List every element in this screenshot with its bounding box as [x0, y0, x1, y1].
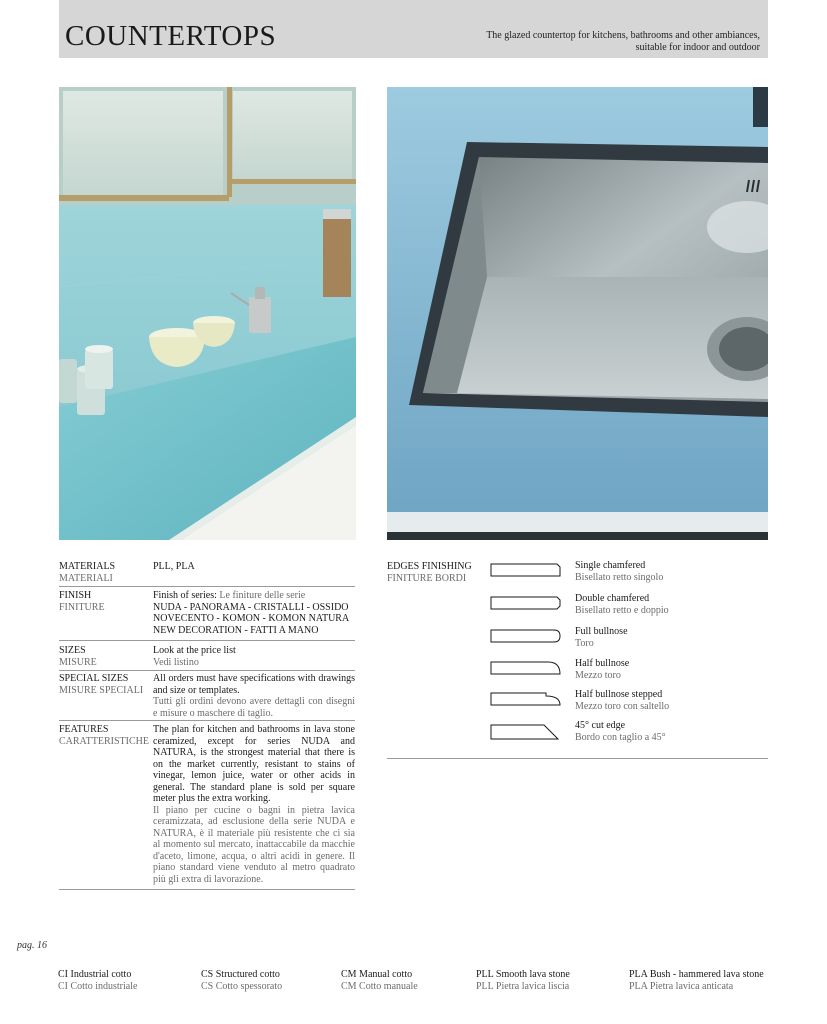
- finish-line-1: NUDA - PANORAMA - CRISTALLI - OSSIDO: [153, 601, 349, 613]
- subtitle-line-1: The glazed countertop for kitchens, bathrooms and other ambiances,: [486, 30, 760, 41]
- sizes-value-it: Vedi listino: [153, 656, 199, 668]
- legend-label-it: PLA Pietra lavica anticata: [629, 980, 734, 992]
- legend-label: CM Manual cotto: [341, 969, 413, 980]
- legend-label-it: PLL Pietra lavica liscia: [476, 980, 570, 992]
- sizes-label: SIZES: [59, 645, 86, 656]
- edge-label: 45° cut edge: [575, 720, 626, 731]
- finish-series: [153, 590, 355, 602]
- finish-line-3: NEW DECORATION - FATTI A MANO: [153, 624, 319, 636]
- spec-special-sizes: [59, 673, 355, 719]
- legend-label: CI Industrial cotto: [58, 969, 132, 980]
- edge-item-half-bullnose: [490, 658, 770, 688]
- single-chamfer-edge-icon: [490, 562, 562, 578]
- legend-item-pll: [476, 969, 570, 992]
- spec-sizes: [59, 645, 355, 669]
- edge-item-half-bullnose-stepped: [490, 689, 770, 719]
- edges-finishing-label: [387, 561, 472, 584]
- sizes-label-it: MISURE: [59, 656, 97, 668]
- legend-label: PLL Smooth lava stone: [476, 969, 570, 980]
- features-value-it: Il piano per cucine o bagni in pietra lavica ceramizzata, ad esclusione della serie NUDA e NATURA, è il materiale più resistente che ci sia al momento sul mercato, inattaccabile da macchie d'aceto, limone, acqua, o altri acidi in genere. Il piano standard viene venduto al metro quadrato più gli extra di lavorazione.: [153, 804, 355, 885]
- edge-label: Double chamfered: [575, 593, 650, 604]
- divider: [59, 720, 355, 721]
- special-sizes-value-it: Tutti gli ordini devono avere dettagli con disegni e misure o maschere di taglio.: [153, 696, 355, 719]
- legend-label-it: CS Cotto spessorato: [201, 980, 283, 992]
- edge-label-it: Bisellato retto singolo: [575, 571, 664, 583]
- legend-label: PLA Bush - hammered lava stone: [629, 969, 764, 980]
- subtitle-line-2: suitable for indoor and outdoor: [635, 42, 760, 53]
- materials-label: MATERIALS: [59, 561, 116, 572]
- finish-line-2: NOVECENTO - KOMON - KOMON NATURA: [153, 613, 350, 624]
- finish-label-it: FINITURE: [59, 601, 105, 613]
- half-bullnose-edge-icon: [490, 660, 562, 676]
- edge-label: Single chamfered: [575, 560, 646, 571]
- page-header: [59, 0, 768, 58]
- divider: [59, 889, 355, 890]
- legend-item-cm: [341, 969, 418, 992]
- finish-series-it: Le finiture delle serie: [219, 590, 306, 601]
- legend-label-it: CM Cotto manuale: [341, 980, 418, 992]
- edge-label: Full bullnose: [575, 626, 628, 637]
- page-subtitle: [486, 30, 760, 54]
- legend-label-it: CI Cotto industriale: [58, 980, 138, 992]
- features-label-it: CARATTERISTICHE: [59, 735, 149, 747]
- special-sizes-label: SPECIAL SIZES: [59, 673, 129, 684]
- features-label: FEATURES: [59, 724, 109, 735]
- divider: [59, 586, 355, 587]
- legend-item-ci: [58, 969, 137, 992]
- materials-label-it: MATERIALI: [59, 572, 113, 584]
- spec-features: [59, 724, 355, 886]
- edge-label-it: Bordo con taglio a 45°: [575, 731, 666, 743]
- features-value: The plan for kitchen and bathrooms in lava stone ceramized, except for series NUDA and NATURA, is the strongest material that there is on the market currently, resistant to stains of vinegar, lemon juice, water or other acids in general. The standard plane is sold per square meter plus the extra working.: [153, 724, 355, 804]
- steel-sink-photo: [387, 87, 768, 540]
- materials-value: PLL, PLA: [153, 561, 195, 572]
- edge-label-it: Mezzo toro: [575, 669, 621, 681]
- page-number: pag. 16: [17, 940, 47, 951]
- edge-label-it: Mezzo toro con saltello: [575, 700, 670, 712]
- legend-item-cs: [201, 969, 282, 992]
- page-title: COUNTERTOPS: [65, 20, 277, 52]
- divider: [59, 670, 355, 671]
- edge-label-it: Toro: [575, 637, 594, 649]
- edge-item-double-chamfered: [490, 593, 770, 623]
- legend-label: CS Structured cotto: [201, 969, 280, 980]
- edge-item-single-chamfered: [490, 560, 770, 590]
- legend-item-pla: [629, 969, 764, 992]
- cut-45-edge-icon: [490, 722, 562, 742]
- edges-label-en: EDGES FINISHING: [387, 561, 472, 572]
- edge-item-45-cut: [490, 720, 770, 750]
- spec-finish: [59, 590, 355, 638]
- edge-label: Half bullnose stepped: [575, 689, 663, 700]
- edges-label-it: FINITURE BORDI: [387, 572, 467, 584]
- edge-item-full-bullnose: [490, 626, 770, 656]
- special-sizes-label-it: MISURE SPECIALI: [59, 684, 144, 696]
- edge-label: Half bullnose: [575, 658, 630, 669]
- divider: [387, 758, 768, 759]
- half-bullnose-stepped-edge-icon: [490, 691, 562, 707]
- double-chamfer-edge-icon: [490, 595, 562, 611]
- special-sizes-value: All orders must have specifications with drawings and size or templates.: [153, 673, 355, 696]
- kitchen-countertop-photo: [59, 87, 356, 540]
- edge-label-it: Bisellato retto e doppio: [575, 604, 669, 616]
- finish-label: FINISH: [59, 590, 92, 601]
- finish-series-en: Finish of series:: [153, 590, 217, 601]
- sizes-value: Look at the price list: [153, 645, 236, 656]
- divider: [59, 640, 355, 641]
- full-bullnose-edge-icon: [490, 628, 562, 644]
- spec-materials: [59, 561, 355, 585]
